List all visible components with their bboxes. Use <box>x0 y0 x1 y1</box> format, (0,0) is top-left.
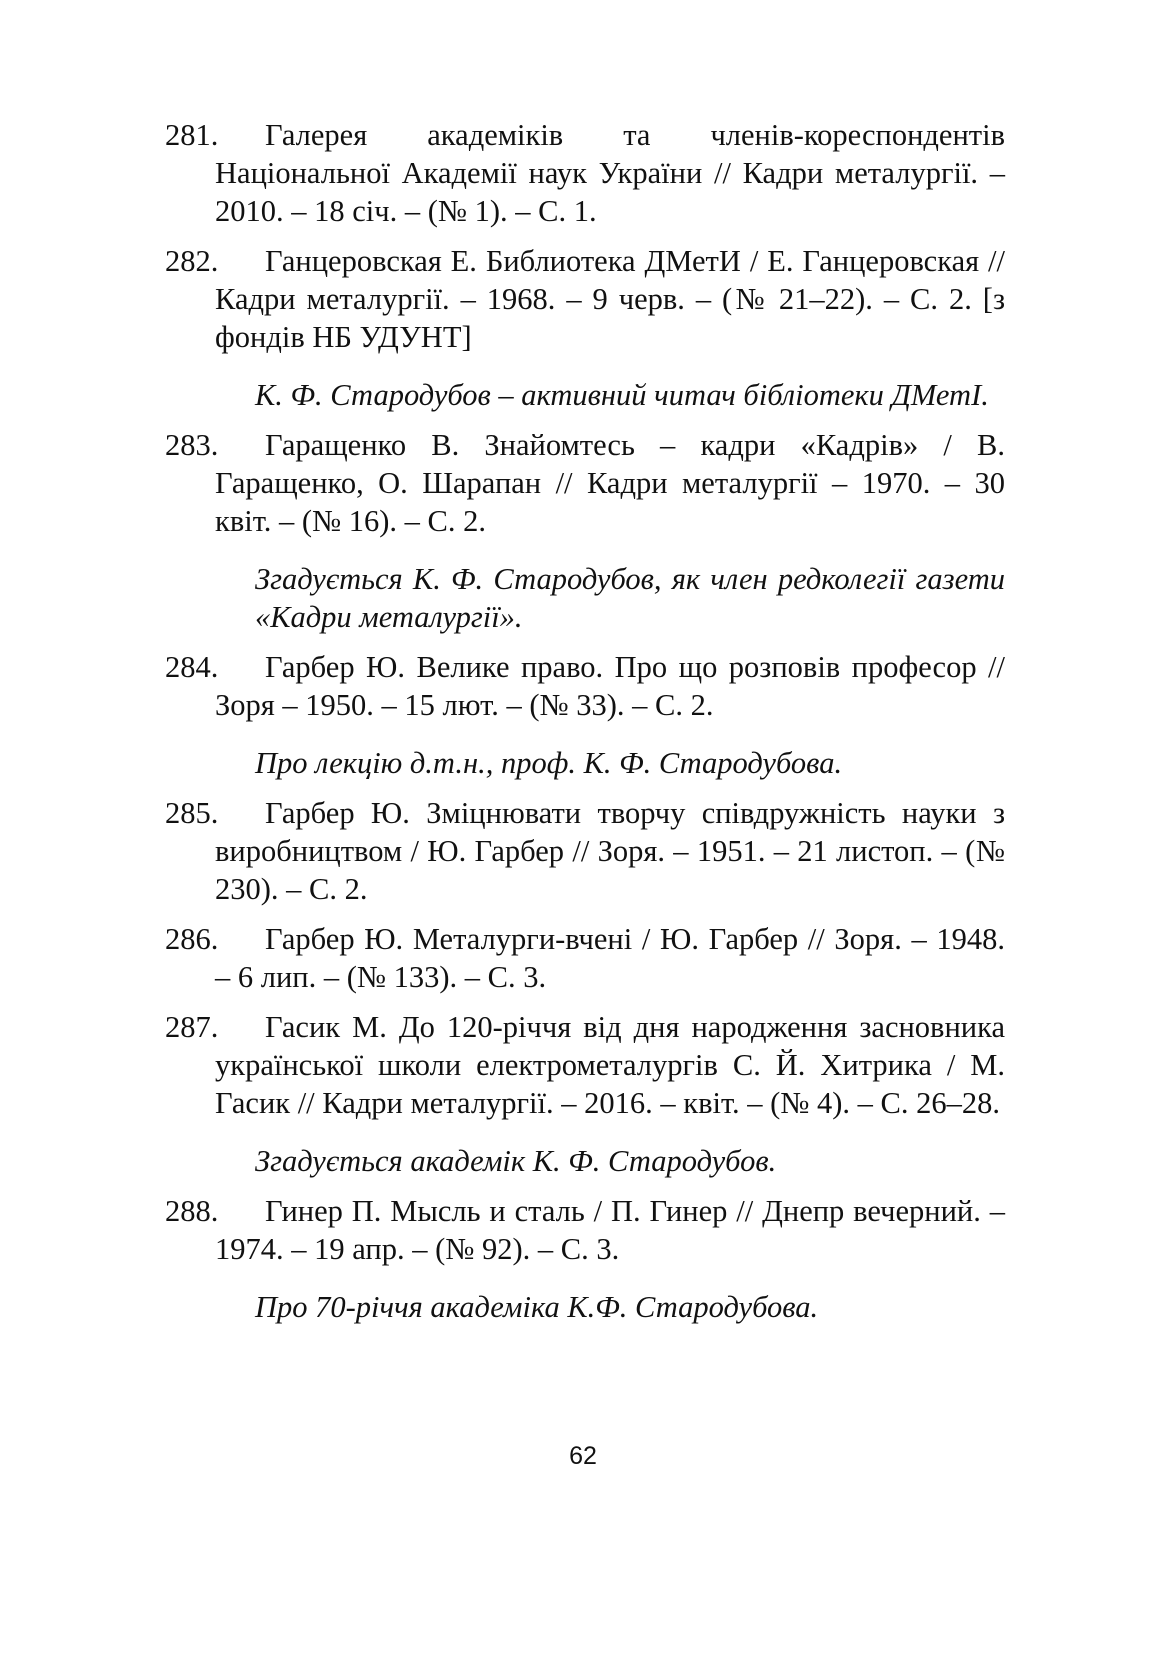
entry-number: 285. <box>165 796 219 830</box>
entry-number: 283. <box>165 428 219 462</box>
entry-citation: Гарбер Ю. Металурги-вчені / Ю. Гарбер // Зоря. – 1948. – 6 лип. – (№ 133). – С. 3. <box>215 922 1005 994</box>
entry-number: 284. <box>165 650 219 684</box>
bibliography-entry <box>165 426 1005 636</box>
entry-citation: Гарбер Ю. Зміцнювати творчу співдружність науки з виробництвом / Ю. Гарбер // Зоря. – 1951. – 21 листоп. – (№ 230). – С. 2. <box>215 796 1005 906</box>
bibliography-entry <box>165 1008 1005 1180</box>
entry-number: 282. <box>165 244 219 278</box>
entry-annotation: Згадується академік К. Ф. Стародубов. <box>255 1144 777 1178</box>
entry-annotation: К. Ф. Стародубов – активний читач бібліотеки ДМетІ. <box>255 378 989 412</box>
entry-number: 286. <box>165 922 219 956</box>
entry-annotation: Про лекцію д.т.н., проф. К. Ф. Стародубова. <box>255 746 843 780</box>
entry-number: 287. <box>165 1010 219 1044</box>
entry-citation: Гинер П. Мысль и сталь / П. Гинер // Днепр вечерний. – 1974. – 19 апр. – (№ 92). – С. 3. <box>215 1194 1005 1266</box>
entry-number: 281. <box>165 118 219 152</box>
bibliography-list <box>165 116 1005 1338</box>
entry-annotation: Згадується К. Ф. Стародубов, як член редколегії газети «Кадри металургії». <box>255 562 1005 634</box>
entry-number: 288. <box>165 1194 219 1228</box>
bibliography-entry <box>165 794 1005 908</box>
entry-annotation: Про 70-річчя академіка К.Ф. Стародубова. <box>255 1290 819 1324</box>
bibliography-entry <box>165 1192 1005 1326</box>
entry-citation: Гаращенко В. Знайомтесь – кадри «Кадрів» / В. Гаращенко, О. Шарапан // Кадри металургії – 1970. – 30 квіт. – (№ 16). – С. 2. <box>215 428 1005 538</box>
bibliography-entry <box>165 920 1005 996</box>
bibliography-entry <box>165 242 1005 414</box>
bibliography-entry <box>165 648 1005 782</box>
entry-citation: Гарбер Ю. Велике право. Про що розповів професор // Зоря – 1950. – 15 лют. – (№ 33). – С. 2. <box>215 650 1005 722</box>
entry-citation: Галерея академіків та членів-кореспондентів Національної Академії наук України // Кадри металургії. – 2010. – 18 січ. – (№ 1). – С. 1. <box>215 118 1005 228</box>
entry-citation: Ганцеровская Е. Библиотека ДМетИ / Е. Ганцеровская // Кадри металургії. – 1968. – 9 черв. – (№ 21–22). – С. 2. [з фондів НБ УДУНТ] <box>215 244 1005 354</box>
page-number: 62 <box>569 1442 597 1470</box>
entry-citation: Гасик М. До 120-річчя від дня народження засновника української школи електрометалургів С. Й. Хитрика / М. Гасик // Кадри металургії. – 2016. – квіт. – (№ 4). – С. 26–28. <box>215 1010 1005 1120</box>
bibliography-entry <box>165 116 1005 230</box>
